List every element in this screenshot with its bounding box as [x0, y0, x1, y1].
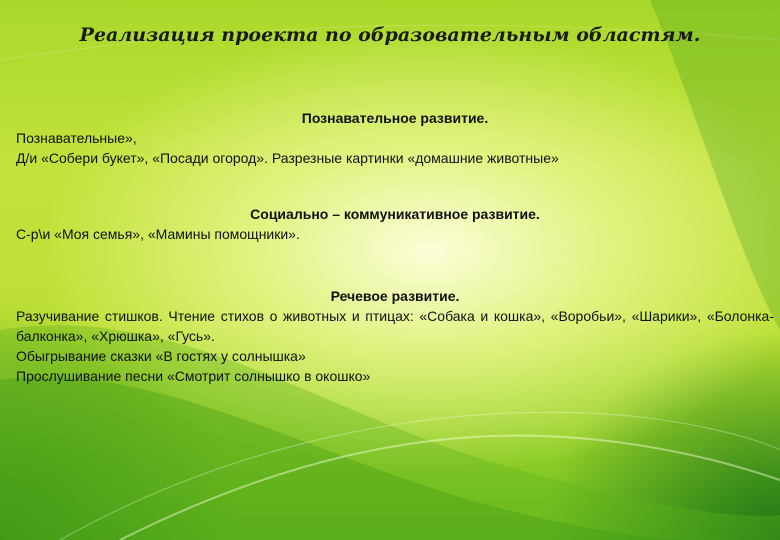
section-spacer: [16, 168, 774, 204]
section-line: С-р\и «Моя семья», «Мамины помощники».: [16, 226, 300, 242]
section-line: Прослушивание песни «Смотрит солнышко в окошко»: [16, 368, 371, 384]
section-heading-cognitive: Познавательное развитие.: [301, 110, 489, 126]
section-heading-speech: Речевое развитие.: [330, 288, 460, 304]
section-cognitive: [16, 108, 774, 168]
section-heading-social: Социально – коммуникативное развитие.: [250, 206, 540, 222]
section-speech: [16, 286, 774, 386]
section-line: Познавательные»,: [16, 130, 137, 146]
section-line: Д/и «Собери букет», «Посади огород». Разрезные картинки «домашние животные»: [16, 150, 559, 166]
section-line: Разучивание стишков. Чтение стихов о животных и птицах: «Собака и кошка», «Воробьи», «Шарики», «Болонка-балконка», «Хрюшка», «Гусь».: [16, 308, 774, 344]
section-social: [16, 204, 774, 244]
section-spacer: [16, 244, 774, 286]
slide-title: Реализация проекта по образовательным областям.: [79, 24, 701, 46]
section-line: Обыгрывание сказки «В гостях у солнышка»: [16, 348, 306, 364]
slide-content: [16, 108, 774, 386]
